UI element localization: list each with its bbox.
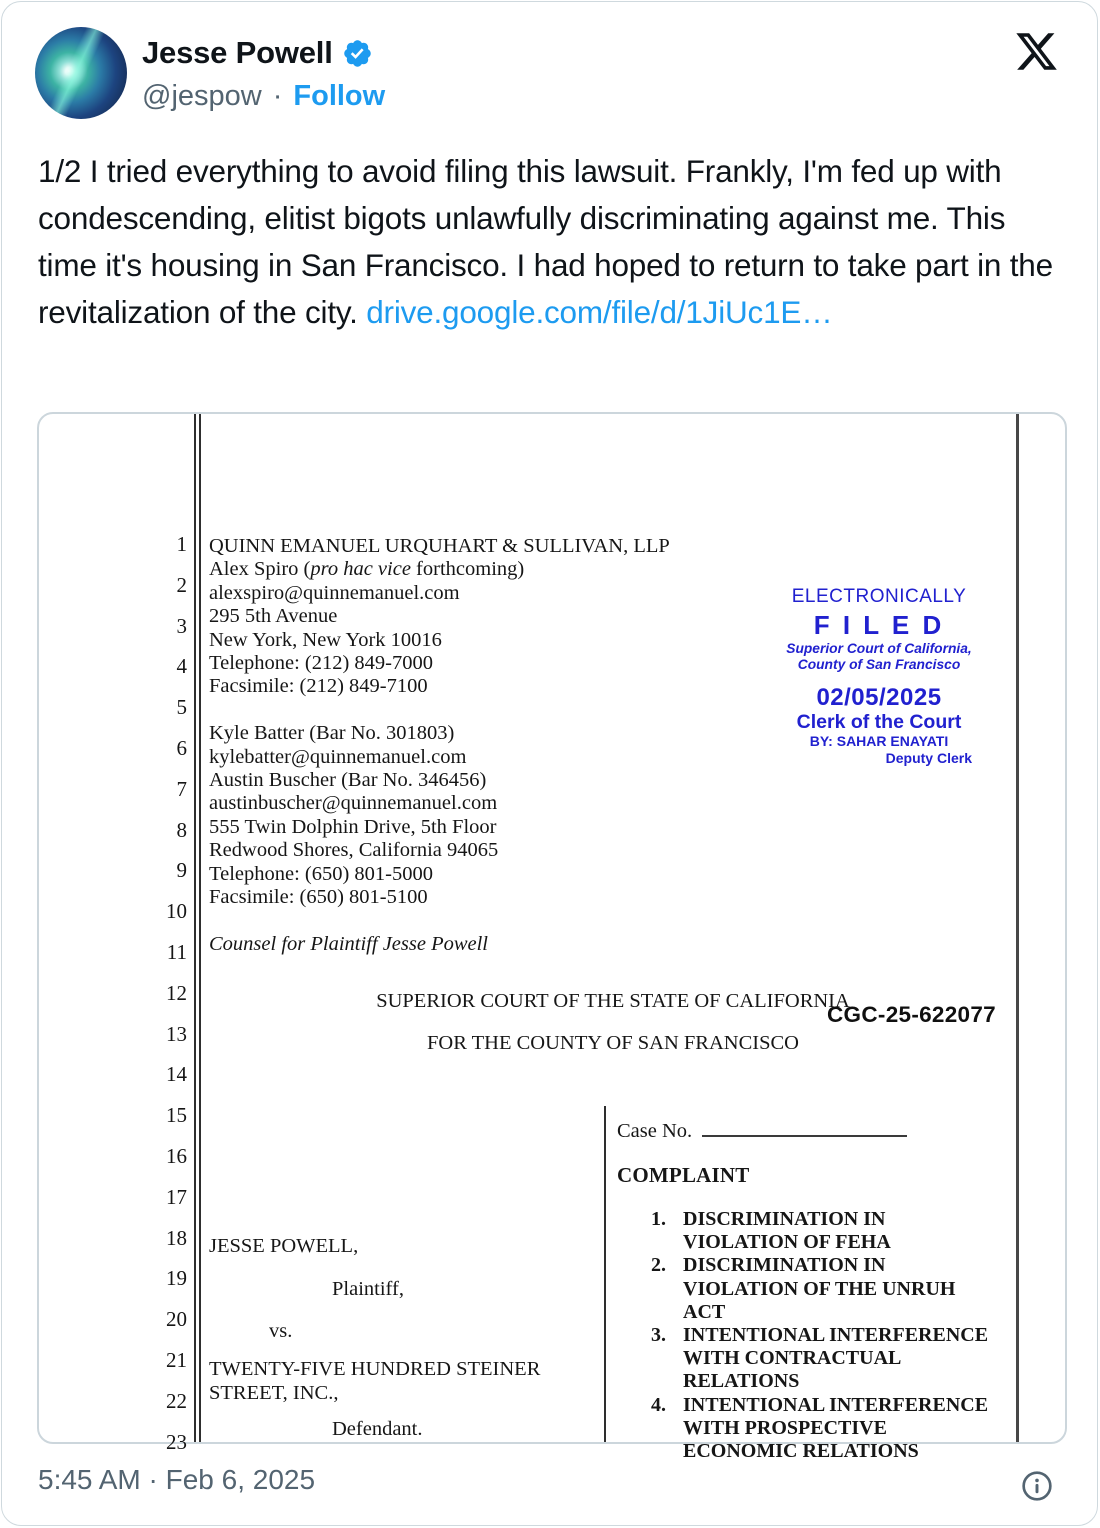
versus-label: vs. (269, 1320, 293, 1342)
document-text-line: alexspiro@quinnemanuel.com (209, 581, 460, 604)
attorney-block-ca (209, 722, 670, 909)
document-text-line: kylebatter@quinnemanuel.com (209, 745, 467, 768)
tweet-card (1, 1, 1098, 1526)
plaintiff-label: Plaintiff, (332, 1278, 404, 1300)
stamp-court-line2: County of San Francisco (797, 657, 961, 672)
page-right-edge-rule (1016, 414, 1019, 1442)
info-icon[interactable] (1021, 1470, 1053, 1502)
defendant-name (209, 1358, 540, 1405)
attorney-block-ny (209, 535, 670, 699)
document-text-line: Austin Buscher (Bar No. 346456) (209, 769, 487, 792)
court-title-line2: FOR THE COUNTY OF SAN FRANCISCO (427, 1032, 799, 1054)
document-text-line: austinbuscher@quinnemanuel.com (209, 792, 498, 815)
document-text-line: QUINN EMANUEL URQUHART & SULLIVAN, LLP (209, 535, 670, 557)
complaint-charge: 2. DISCRIMINATION IN VIOLATION OF THE UNRUH ACT (651, 1254, 956, 1323)
electronically-filed-stamp (784, 586, 974, 767)
case-number-field (617, 1115, 907, 1143)
pleading-line-number: 3 (176, 613, 187, 638)
pleading-line-number: 5 (176, 695, 187, 720)
case-no-label: Case No. (617, 1120, 693, 1142)
author-name[interactable]: Jesse Powell (142, 35, 333, 70)
pleading-line-number: 9 (176, 858, 187, 883)
document-text-line: Alex Spiro (pro hac vice forthcoming) (209, 558, 525, 581)
counsel-line: Counsel for Plaintiff Jesse Powell (209, 932, 489, 955)
handle-separator: · (272, 80, 283, 112)
pleading-line-number: 13 (166, 1021, 187, 1046)
document-text-line: Telephone: (650) 801-5000 (209, 862, 434, 885)
pleading-line-numbers (135, 533, 187, 1471)
court-document-page (39, 414, 1065, 1463)
pleading-line-number: 10 (166, 899, 187, 924)
pleading-line-number: 14 (166, 1062, 187, 1087)
pleading-line-number: 11 (166, 939, 187, 964)
defendant-name-line2: STREET, INC., (209, 1381, 339, 1404)
document-text-line: Telephone: (212) 849-7000 (209, 652, 434, 675)
attorney-block (209, 535, 670, 956)
tweet-text (38, 148, 1070, 336)
attached-document-image[interactable] (37, 412, 1067, 1463)
author-handle-row (142, 80, 385, 113)
case-number-blank-line (702, 1115, 907, 1137)
plaintiff-name: JESSE POWELL, (209, 1235, 359, 1257)
pleading-line-number: 19 (166, 1266, 187, 1291)
stamp-filed: F I L E D (813, 610, 945, 640)
avatar[interactable] (35, 27, 127, 119)
stamp-clerk: Clerk of the Court (796, 711, 962, 733)
complaint-heading: COMPLAINT (617, 1163, 750, 1187)
document-text-line: 555 Twin Dolphin Drive, 5th Floor (209, 815, 497, 838)
complaint-charge: 1. DISCRIMINATION IN VIOLATION OF FEHA (651, 1208, 891, 1254)
stamp-by: BY: SAHAR ENAYATI (809, 733, 949, 749)
pleading-line-number: 12 (166, 980, 187, 1005)
defendant-label: Defendant. (332, 1418, 423, 1440)
pleading-line-number: 20 (166, 1307, 187, 1332)
complaint-charge: 4. INTENTIONAL INTERFERENCE WITH PROSPECTIVE ECONOMIC RELATIONS (651, 1393, 989, 1463)
tweet-timestamp[interactable]: 5:45 AM · Feb 6, 2025 (38, 1464, 316, 1495)
pleading-line-number: 16 (166, 1143, 187, 1168)
tweet-text-body: 1/2 I tried everything to avoid filing this lawsuit. Frankly, I'm fed up with condescending, elitist bigots unlawfully discriminating against me. This time it's housing in San Francisco. I had hoped to return to take part in the revitalization of the city. (38, 153, 1053, 330)
pleading-line-number: 15 (166, 1103, 187, 1128)
pleading-line-number: 21 (166, 1347, 187, 1372)
author-name-row[interactable] (142, 35, 373, 71)
defendant-name-line1: TWENTY-FIVE HUNDRED STEINER (209, 1358, 541, 1380)
pleading-line-number: 4 (176, 654, 187, 679)
case-number-stamp: CGC-25-622077 (827, 1002, 996, 1027)
complaint-charges-list (651, 1208, 988, 1463)
pleading-line-number: 17 (166, 1184, 187, 1209)
caption-divider-rule (604, 1106, 606, 1442)
document-text-line: Facsimile: (650) 801-5100 (209, 886, 428, 909)
pleading-margin-rule (194, 414, 201, 1442)
verified-badge-icon (342, 38, 373, 69)
x-logo-icon[interactable] (1014, 29, 1059, 74)
complaint-charge: 3. INTENTIONAL INTERFERENCE WITH CONTRACTUAL RELATIONS (651, 1324, 989, 1393)
pleading-line-number: 6 (176, 735, 187, 760)
stamp-deputy-clerk: Deputy Clerk (885, 750, 972, 766)
follow-button[interactable]: Follow (293, 80, 386, 112)
stamp-date: 02/05/2025 (816, 684, 942, 711)
stamp-electronically: ELECTRONICALLY (791, 586, 967, 607)
court-title-line1: SUPERIOR COURT OF THE STATE OF CALIFORNIA (376, 990, 850, 1012)
document-text-line: New York, New York 10016 (209, 628, 442, 651)
pleading-line-number: 2 (176, 572, 187, 597)
document-text-line: Redwood Shores, California 94065 (209, 839, 499, 862)
author-handle[interactable]: @jespow (142, 80, 262, 112)
pleading-line-number: 7 (176, 776, 187, 801)
pleading-line-number: 18 (166, 1225, 187, 1250)
document-text-line: Facsimile: (212) 849-7100 (209, 675, 428, 698)
pleading-line-number: 23 (166, 1429, 187, 1454)
tweet-link[interactable]: drive.google.com/file/d/1JiUc1E… (366, 294, 833, 330)
stamp-court-line1: Superior Court of California, (786, 641, 972, 656)
document-text-line: 295 5th Avenue (209, 605, 338, 628)
document-text-line: Kyle Batter (Bar No. 301803) (209, 722, 455, 745)
pleading-line-number: 8 (176, 817, 187, 842)
pleading-line-number: 22 (166, 1388, 187, 1413)
pleading-line-number: 1 (176, 532, 187, 556)
